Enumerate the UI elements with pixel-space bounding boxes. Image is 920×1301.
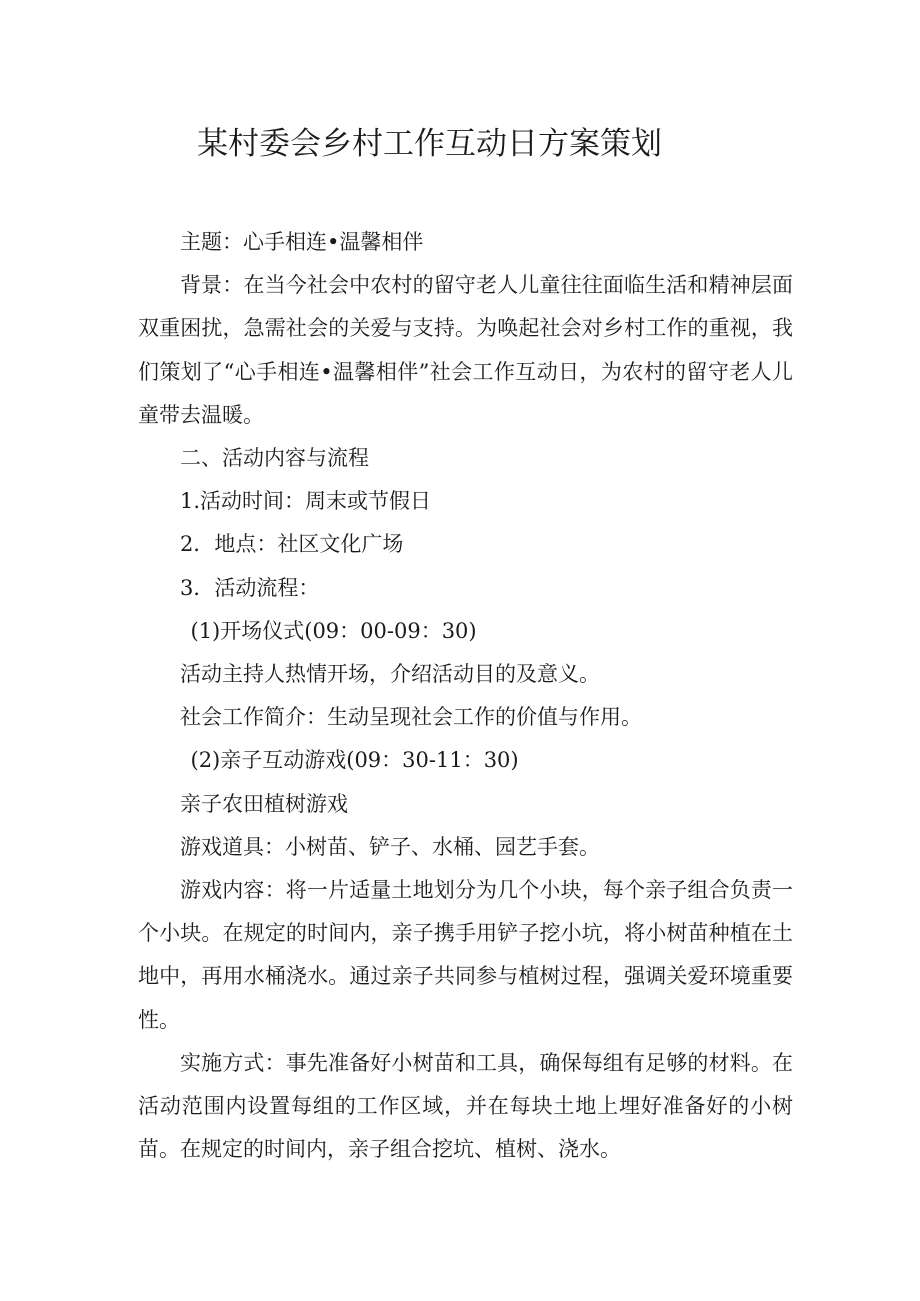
section-heading-activities: 二、活动内容与流程 — [180, 446, 369, 471]
subitem-parent-child-game: (2)亲子互动游戏(09：30-11：30) — [190, 748, 519, 773]
paragraph-tree-planting-game: 亲子农田植树游戏 — [180, 791, 348, 816]
subitem-opening-ceremony: (1)开场仪式(09：00-09：30) — [190, 618, 477, 643]
paragraph-game-props: 游戏道具：小树苗、铲子、水桶、园艺手套。 — [180, 834, 600, 859]
document-title: 某村委会乡村工作互动日方案策划 — [197, 126, 662, 162]
paragraph-background: 背景：在当今社会中农村的留守老人儿童往往面临生活和精神层面双重困扰，急需社会的关爱与支持。为唤起社会对乡村工作的重视，我们策划了“心手相连•温馨相伴”社会工作互动日，为农村的留守老人儿童带去温暖。 — [138, 273, 793, 427]
paragraph-implementation: 实施方式：事先准备好小树苗和工具，确保每组有足够的材料。在活动范围内设置每组的工作区域，并在每块土地上埋好准备好的小树苗。在规定的时间内，亲子组合挖坑、植树、浇水。 — [138, 1050, 793, 1162]
paragraph-host-opening: 活动主持人热情开场，介绍活动目的及意义。 — [180, 662, 600, 687]
paragraph-theme: 主题：心手相连•温馨相伴 — [180, 230, 424, 254]
list-item-process: 3．活动流程： — [180, 575, 320, 600]
list-item-location: 2．地点：社区文化广场 — [180, 532, 404, 557]
paragraph-game-content: 游戏内容：将一片适量土地划分为几个小块，每个亲子组合负责一个小块。在规定的时间内，亲子携手用铲子挖小坑，将小树苗种植在土地中，再用水桶浇水。通过亲子共同参与植树过程，强调关爱环境重要性。 — [138, 878, 793, 1032]
document-body — [138, 221, 793, 1171]
list-item-time: 1.活动时间：周末或节假日 — [180, 489, 432, 514]
paragraph-social-work-intro: 社会工作简介：生动呈现社会工作的价值与作用。 — [180, 705, 642, 730]
